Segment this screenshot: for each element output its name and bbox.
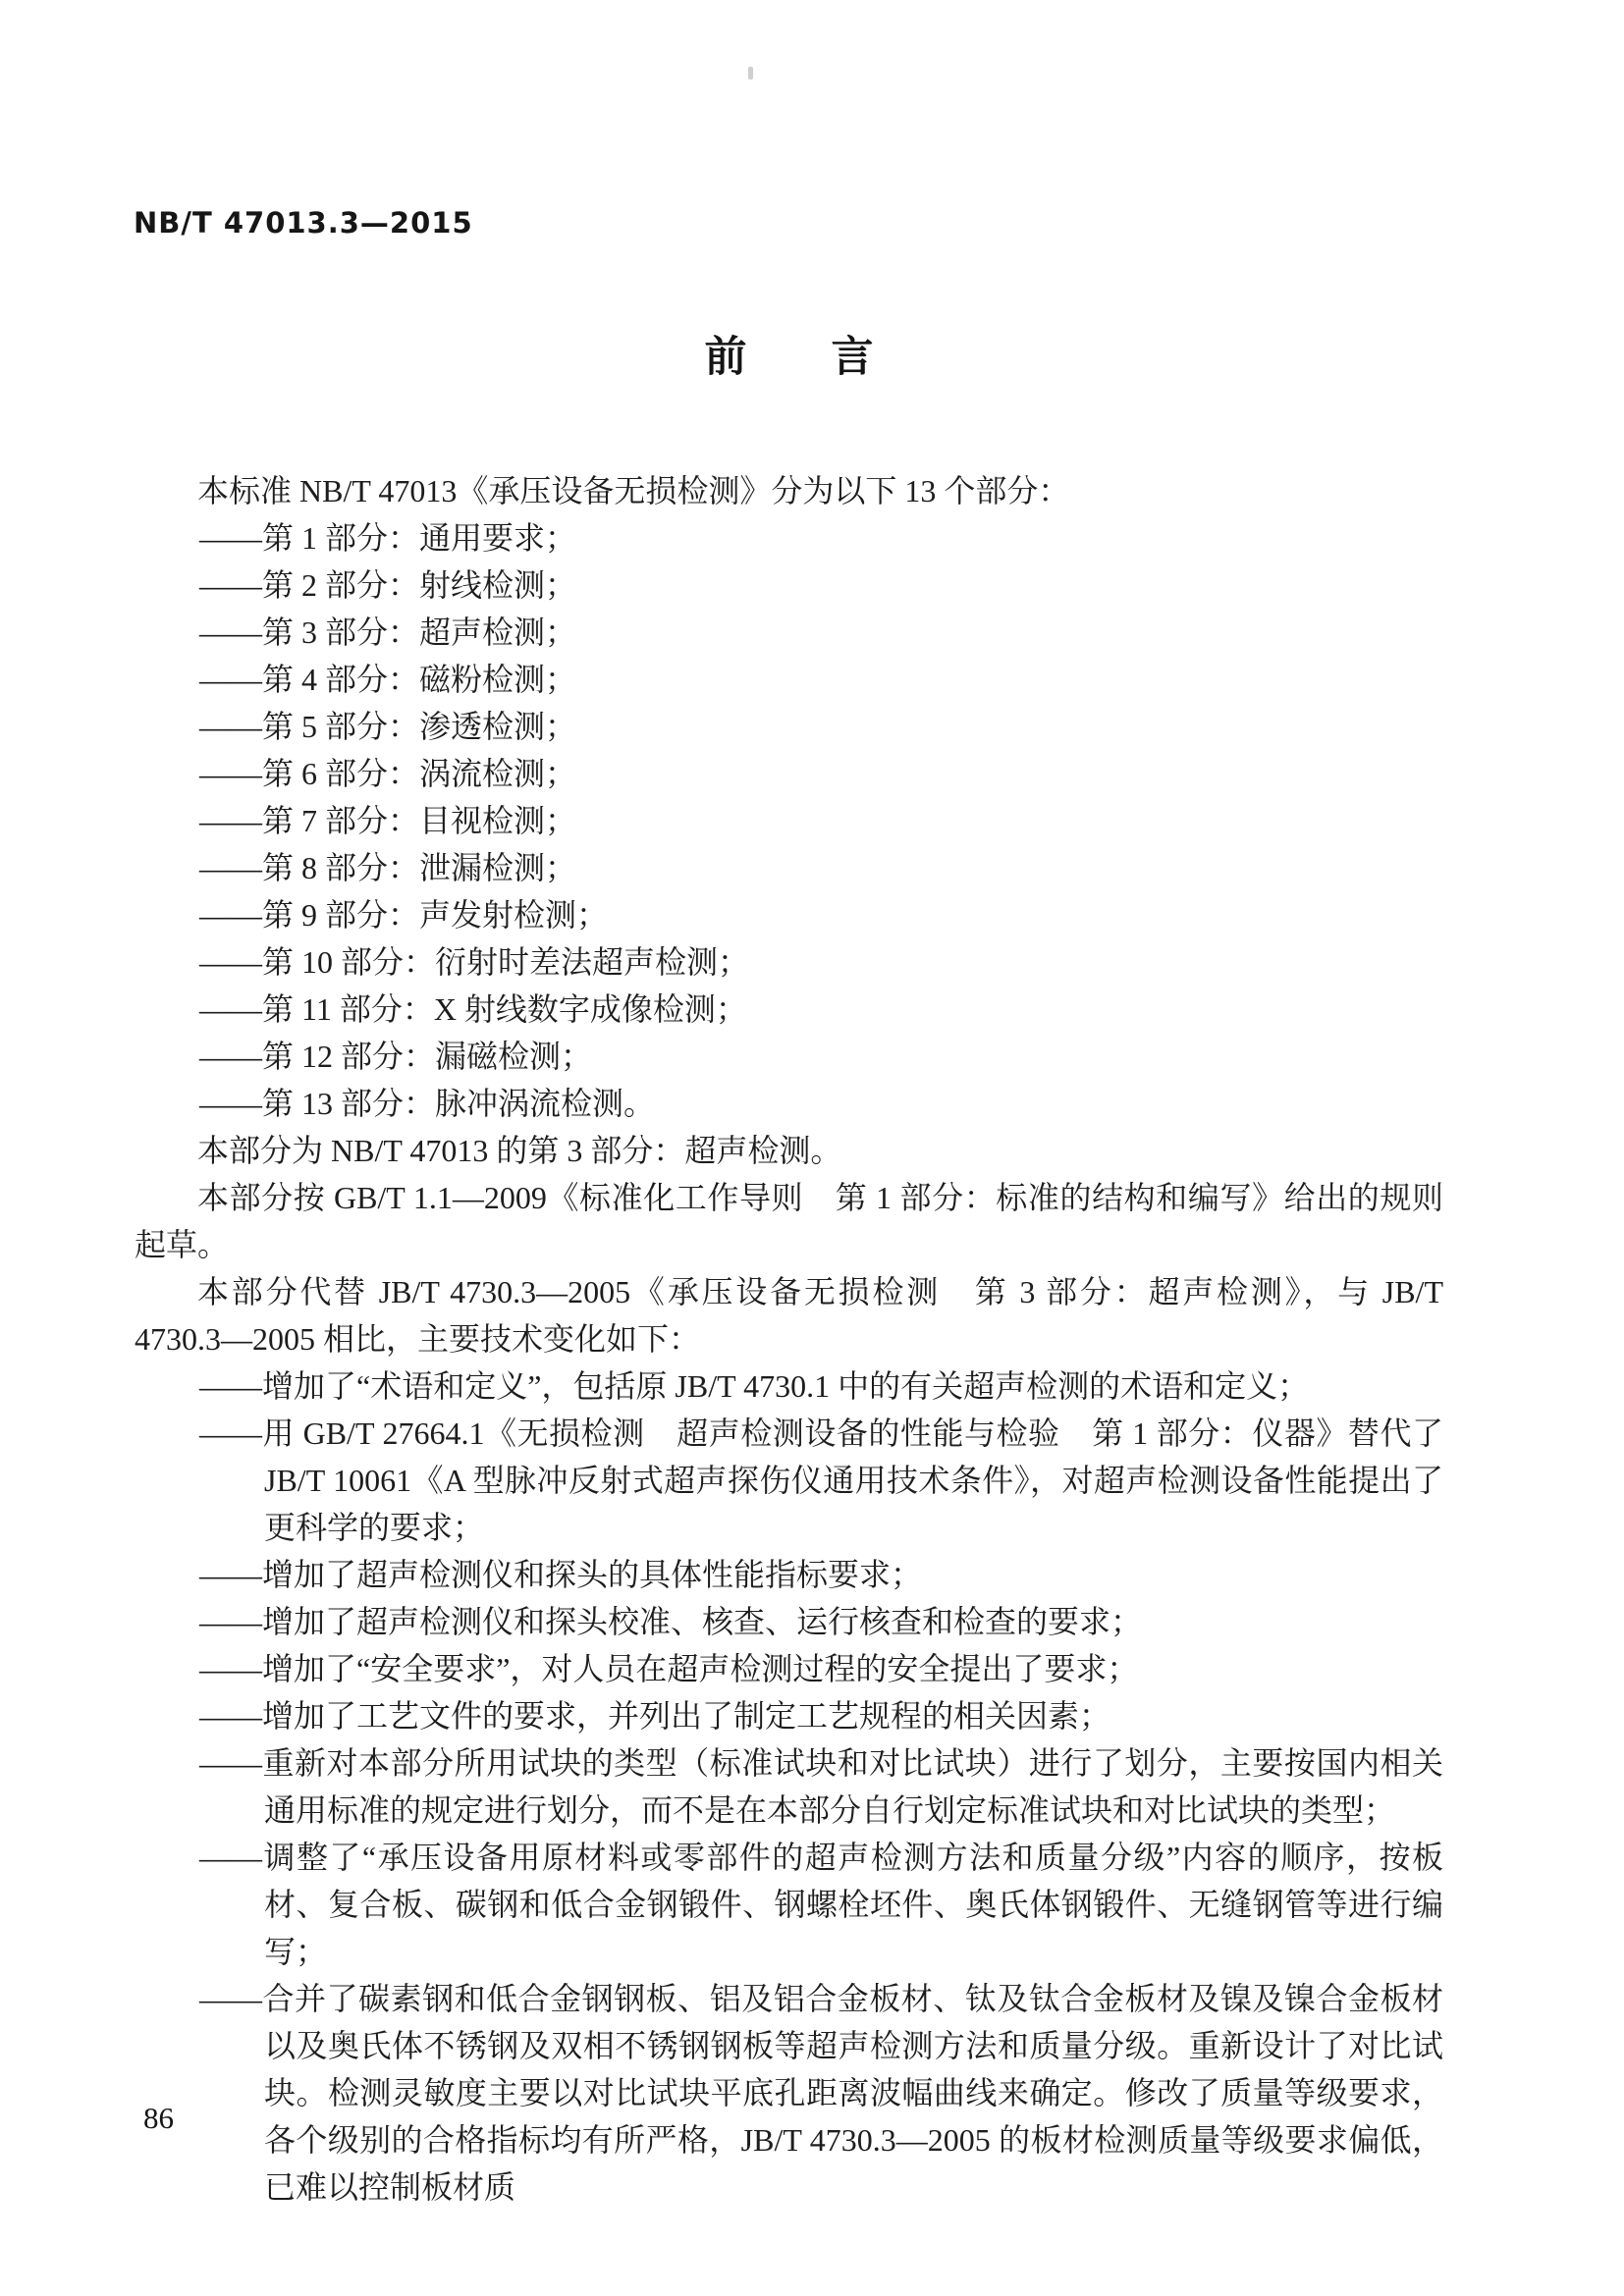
change-list-item: ——调整了“承压设备用原材料或零部件的超声检测方法和质量分级”内容的顺序，按板材、复合板、碳钢和低合金钢锻件、钢螺栓坯件、奥氏体钢锻件、无缝钢管等进行编写；	[199, 1840, 1443, 1969]
change-list-item: ——合并了碳素钢和低合金钢钢板、铝及铝合金板材、钛及钛合金板材及镍及镍合金板材以及奥氏体不锈钢及双相不锈钢钢板等超声检测方法和质量分级。重新设计了对比试块。检测灵敏度主要以对比试块平底孔距离波幅曲线来确定。修改了质量等级要求，各个级别的合格指标均有所严格，JB/T 4730.3—2005 的板材检测质量等级要求偏低，已难以控制板材质	[199, 1981, 1443, 2205]
change-list-item: ——增加了超声检测仪和探头的具体性能指标要求；	[199, 1557, 923, 1592]
drafting-rule-paragraph: 本部分按 GB/T 1.1—2009《标准化工作导则 第 1 部分：标准的结构和编写》给出的规则起草。	[135, 1180, 1443, 1262]
change-list-item: ——增加了工艺文件的要求，并列出了制定工艺规程的相关因素；	[199, 1698, 1111, 1734]
change-list-item: ——增加了“术语和定义”，包括原 JB/T 4730.1 中的有关超声检测的术语和定义；	[199, 1368, 1310, 1404]
change-list-item: ——增加了超声检测仪和探头校准、核查、运行核查和检查的要求；	[199, 1604, 1143, 1639]
parts-list-item: ——第 7 部分：目视检测；	[199, 803, 577, 838]
change-list-item: ——增加了“安全要求”，对人员在超声检测过程的安全提出了要求；	[199, 1651, 1139, 1686]
current-part-paragraph: 本部分为 NB/T 47013 的第 3 部分：超声检测。	[197, 1133, 842, 1168]
parts-list	[199, 514, 1443, 1127]
change-list-item: ——用 GB/T 27664.1《无损检测 超声检测设备的性能与检验 第 1 部分：仪器》替代了 JB/T 10061《A 型脉冲反射式超声探伤仪通用技术条件》，对超声检测设备性能提出了更科学的要求；	[199, 1415, 1443, 1545]
scan-artifact-dot	[748, 67, 753, 80]
parts-list-item: ——第 8 部分：泄漏检测；	[199, 850, 577, 885]
standard-code: NB/T 47013.3—2015	[134, 206, 473, 240]
parts-list-item: ——第 3 部分：超声检测；	[199, 614, 577, 650]
parts-list-item: ——第 1 部分：通用要求；	[199, 520, 577, 556]
page-number: 86	[143, 2101, 174, 2135]
foreword-content	[135, 467, 1443, 2211]
page-title: 前 言	[704, 333, 874, 382]
parts-list-item: ——第 12 部分：漏磁检测；	[199, 1039, 593, 1074]
parts-list-item: ——第 4 部分：磁粉检测；	[199, 662, 577, 697]
parts-list-item: ——第 10 部分：衍射时差法超声检测；	[199, 944, 750, 980]
change-list-item: ——重新对本部分所用试块的类型（标准试块和对比试块）进行了划分，主要按国内相关通用标准的规定进行划分，而不是在本部分自行划定标准试块和对比试块的类型；	[199, 1745, 1443, 1828]
parts-list-item: ——第 2 部分：射线检测；	[199, 567, 577, 603]
intro-paragraph: 本标准 NB/T 47013《承压设备无损检测》分为以下 13 个部分：	[197, 473, 1070, 508]
parts-list-item: ——第 13 部分：脉冲涡流检测。	[199, 1086, 656, 1121]
parts-list-item: ——第 5 部分：渗透检测；	[199, 709, 577, 744]
changes-list	[199, 1362, 1443, 2211]
replacement-paragraph: 本部分代替 JB/T 4730.3—2005《承压设备无损检测 第 3 部分：超声检测》，与 JB/T 4730.3—2005 相比，主要技术变化如下：	[135, 1274, 1443, 1357]
parts-list-item: ——第 9 部分：声发射检测；	[199, 897, 609, 933]
parts-list-item: ——第 6 部分：涡流检测；	[199, 756, 577, 791]
parts-list-item: ——第 11 部分：X 射线数字成像检测；	[199, 991, 747, 1027]
